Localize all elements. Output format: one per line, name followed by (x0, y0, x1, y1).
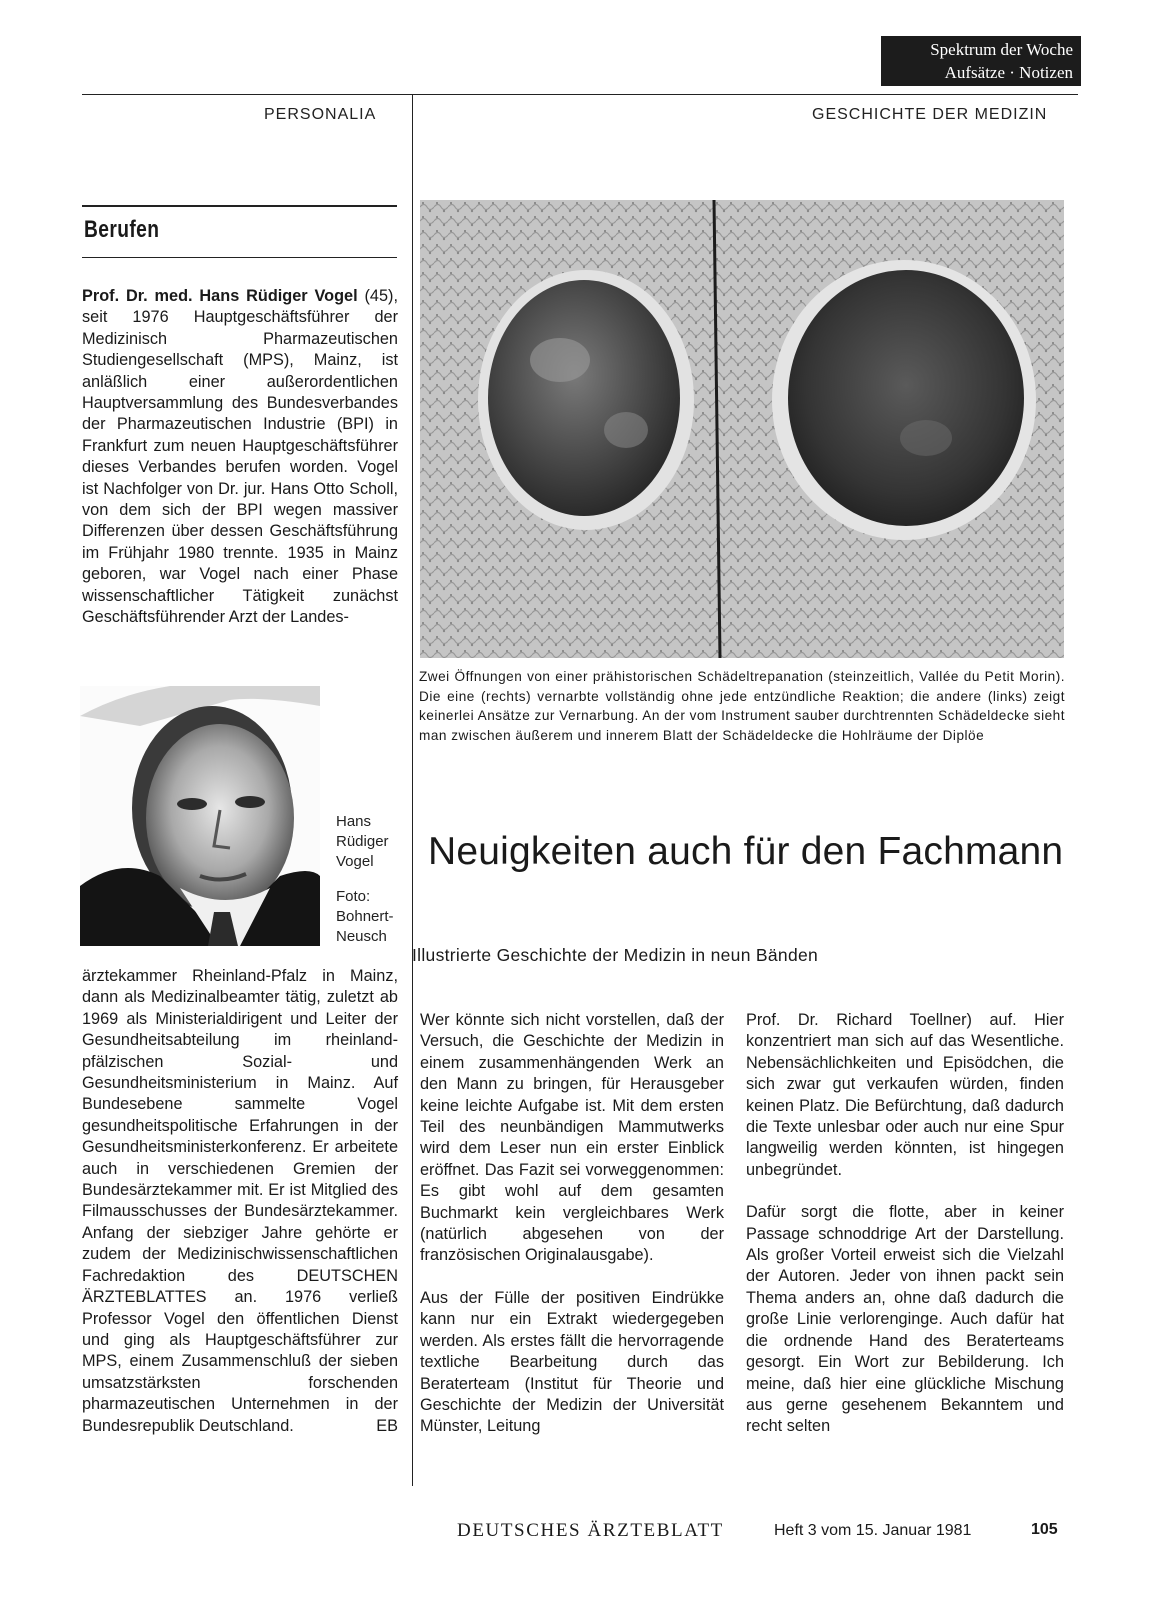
skull-trepanation-photo (420, 200, 1064, 658)
personalia-text-bottom (82, 966, 398, 1437)
personalia-paragraph-2: ärztekammer Rheinland-Pfalz in Mainz, dann als Medizinalbeamter tätig, zuletzt ab 1969 als Ministerialdirigent und Leiter der Gesundheitsabteilung im rheinland-pfälzischen Sozial- und Gesundheitsministerium in Mainz. Auf Bundesebene sammelte Vogel gesundheitspolitische Erfahrungen in der Gesundheitsministerkonferenz. Er arbeitete auch in verschiedenen Gremien der Bundesärztekammer mit. Er ist Mitglied des Filmausschusses der Bundesärztekammer. Anfang der siebziger Jahre gehörte er zudem der Medizinischwissenschaftlichen Fachredaktion des DEUTSCHEN ÄRZTEBLATTES an. 1976 verließ Professor Vogel den öffentlichen Dienst und ging als Hauptgeschäftsführer zur MPS, einem Zusammenschluß der sieben umsatzstärksten forschenden pharmazeutischen Unternehmen in der Bundesrepublik Deutschland. (82, 967, 398, 1435)
photo-credit-line-3: Neusch (336, 928, 387, 945)
portrait-photo (80, 686, 320, 946)
personalia-paragraph-1: (45), seit 1976 Hauptgeschäftsführer der Medizinisch Pharmazeutischen Studiengesellschaft (MPS), Mainz, ist anläßlich einer außerordentlichen Hauptversammlung des Bundesverbandes der Pharmazeutischen Industrie (BPI) in Frankfurt zum neuen Hauptgeschäftsführer dieses Verbandes berufen worden. Vogel ist Nachfolger von Dr. jur. Hans Otto Scholl, von dem sich der BPI wegen massiver Differenzen über dessen Geschäftsführung im Frühjahr 1980 trennte. 1935 in Mainz geboren, war Vogel nach einer Phase wissenschaftlicher Tätigkeit zunächst Geschäftsführender Arzt der Landes- (82, 287, 398, 627)
photo-credit-line-1: Foto: (336, 888, 371, 905)
photo-credit-line-2: Bohnert- (336, 908, 394, 925)
photo-caption-name (336, 812, 389, 872)
article-column-2 (746, 1010, 1064, 1438)
footer-page-number: 105 (1031, 1521, 1058, 1538)
badge-line-1: Spektrum der Woche (930, 40, 1073, 59)
section-geschichte: GESCHICHTE DER MEDIZIN (812, 106, 1048, 123)
photo-name-line-3: Vogel (336, 853, 374, 870)
person-name: Prof. Dr. med. Hans Rüdiger Vogel (82, 287, 358, 305)
personalia-text-top (82, 286, 398, 629)
column-divider (412, 94, 413, 1486)
article-col1-paragraph-1: Wer könnte sich nicht vorstellen, daß der Versuch, die Geschichte der Medizin in einem zusammenhängenden Werk an den Mann zu bringen, für Herausgeber keine leichte Aufgabe ist. Mit dem ersten Teil des neunbändigen Mammutwerks wird dem Leser nun ein erster Einblick eröffnet. Das Fazit sei vorweggenommen: Es gibt wohl auf dem gesamten Buchmarkt kein vergleichbares Werk (natürlich abgesehen von der französischen Originalausgabe). (420, 1011, 724, 1265)
article-col2-paragraph-2: Dafür sorgt die flotte, aber in keiner Passage schnoddrige Art der Darstellung. Als großer Vorteil erweist sich die Vielzahl der Autoren. Jeder von ihnen packt sein Thema anders an, ohne daß dadurch die große Linie verlorenginge. Auch dafür hat die ordnende Hand des Beraterteams gesorgt. Ein Wort zur Bebilderung. Ich meine, daß hier eine glückliche Mischung aus gerne gesehenem Bekanntem und recht selten (746, 1203, 1064, 1436)
article-col2-paragraph-1: Prof. Dr. Richard Toellner) auf. Hier konzentriert man sich auf das Wesentliche. Nebensächlichkeiten und Episödchen, die sich zwar gut verkaufen würden, finden keinen Platz. Die Befürchtung, daß dadurch die Texte unlesbar oder auch nur eine Spur langweilig werden könnten, ist hingegen unbegründet. (746, 1011, 1064, 1179)
article-column-1 (420, 1010, 724, 1438)
section-badge (881, 36, 1081, 86)
photo-name-line-2: Rüdiger (336, 833, 389, 850)
author-signature: EB (376, 1416, 398, 1435)
top-rule (82, 94, 1078, 95)
badge-line-2: Aufsätze · Notizen (944, 63, 1073, 82)
berufen-heading: Berufen (84, 216, 160, 243)
berufen-rule-top (82, 205, 397, 207)
article-col1-paragraph-2: Aus der Fülle der positiven Eindrükke kann nur ein Extrakt wiedergegeben werden. Als erstes fällt die hervorragende textliche Bearbeitung durch das Beraterteam (Institut für Theorie und Geschichte der Medizin der Universität Münster, Leitung (420, 1288, 724, 1436)
footer-magazine: DEUTSCHES ÄRZTEBLATT (457, 1520, 724, 1541)
photo-credit (336, 887, 394, 947)
article-subtitle: Illustrierte Geschichte der Medizin in neun Bänden (412, 945, 819, 965)
photo-name-line-1: Hans (336, 813, 372, 830)
article-title: Neuigkeiten auch für den Fachmann (428, 830, 1064, 873)
berufen-rule-bottom (82, 257, 397, 258)
figure-caption: Zwei Öffnungen von einer prähistorischen Schädeltrepanation (steinzeitlich, Vallée du Petit Morin). Die eine (rechts) vernarbte vollständig ohne jede entzündliche Reaktion; die andere (links) zeigt keinerlei Ansätze zur Vernarbung. An der vom Instrument sauber durchtrennten Schädeldecke sieht man zwischen äußerem und innerem Blatt der Schädeldecke die Hohlräume der Diplöe (419, 669, 1065, 743)
footer-issue: Heft 3 vom 15. Januar 1981 (774, 1522, 972, 1539)
section-personalia: PERSONALIA (264, 106, 377, 123)
